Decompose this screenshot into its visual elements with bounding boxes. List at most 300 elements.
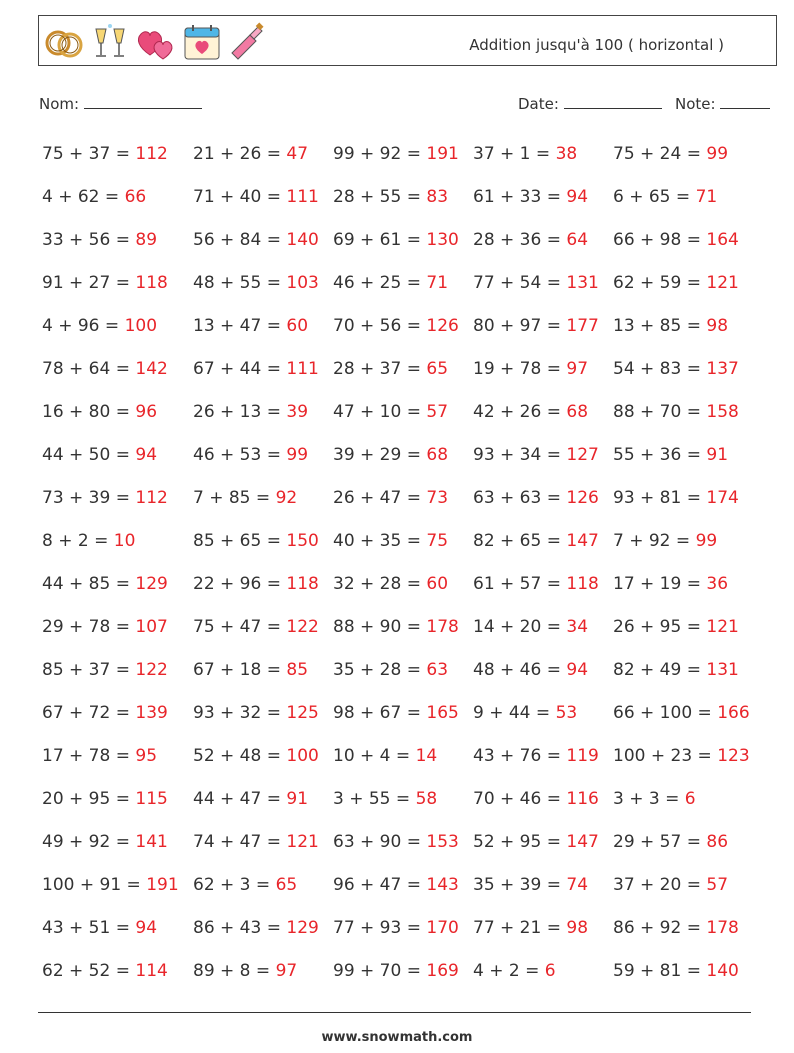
problem-equation: 37 + 1 = [473, 144, 551, 164]
problem-cell [193, 570, 333, 613]
problem-equation: 46 + 53 = [193, 445, 281, 465]
problem-equation: 29 + 78 = [42, 617, 130, 637]
problem-equation: 91 + 27 = [42, 273, 130, 293]
problem-answer: 143 [426, 875, 459, 895]
problem-equation: 88 + 90 = [333, 617, 421, 637]
problem-equation: 4 + 2 = [473, 961, 540, 981]
problem-equation: 98 + 67 = [333, 703, 421, 723]
date-label: Date: [518, 95, 559, 113]
problem-answer: 121 [706, 617, 739, 637]
problem-answer: 103 [286, 273, 319, 293]
problem-answer: 96 [135, 402, 158, 422]
problem-cell [193, 914, 333, 957]
problem-cell [613, 957, 753, 1000]
problem-equation: 7 + 92 = [613, 531, 691, 551]
problem-cell [193, 742, 333, 785]
problem-cell [613, 441, 753, 484]
problem-cell [333, 269, 473, 312]
problem-answer: 94 [566, 187, 589, 207]
problem-equation: 86 + 92 = [613, 918, 701, 938]
problem-answer: 83 [426, 187, 449, 207]
problem-answer: 97 [566, 359, 589, 379]
problem-cell [193, 269, 333, 312]
problem-answer: 10 [113, 531, 136, 551]
problem-cell [193, 398, 333, 441]
problem-equation: 26 + 47 = [333, 488, 421, 508]
problem-answer: 178 [706, 918, 739, 938]
problem-equation: 88 + 70 = [613, 402, 701, 422]
problem-equation: 67 + 44 = [193, 359, 281, 379]
problem-answer: 94 [566, 660, 589, 680]
problem-equation: 13 + 47 = [193, 316, 281, 336]
problem-equation: 16 + 80 = [42, 402, 130, 422]
problem-equation: 74 + 47 = [193, 832, 281, 852]
problem-answer: 100 [286, 746, 319, 766]
problem-equation: 52 + 95 = [473, 832, 561, 852]
problem-equation: 100 + 91 = [42, 875, 141, 895]
problem-equation: 42 + 26 = [473, 402, 561, 422]
problem-answer: 68 [426, 445, 449, 465]
problem-answer: 34 [566, 617, 589, 637]
problem-cell [333, 355, 473, 398]
problem-equation: 62 + 52 = [42, 961, 130, 981]
problem-cell [473, 226, 613, 269]
champagne-glasses-icon [88, 21, 132, 63]
problem-answer: 6 [544, 961, 556, 981]
problem-answer: 140 [706, 961, 739, 981]
problem-cell [193, 441, 333, 484]
calendar-heart-icon [180, 21, 224, 63]
problem-equation: 59 + 81 = [613, 961, 701, 981]
problem-answer: 66 [124, 187, 147, 207]
problem-answer: 129 [135, 574, 168, 594]
problem-equation: 46 + 25 = [333, 273, 421, 293]
problem-answer: 95 [135, 746, 158, 766]
problem-cell [42, 398, 193, 441]
problem-answer: 125 [286, 703, 319, 723]
problem-equation: 54 + 83 = [613, 359, 701, 379]
problem-cell [473, 441, 613, 484]
problem-equation: 93 + 32 = [193, 703, 281, 723]
problem-equation: 43 + 76 = [473, 746, 561, 766]
problem-equation: 99 + 70 = [333, 961, 421, 981]
problem-answer: 65 [275, 875, 298, 895]
problem-equation: 77 + 54 = [473, 273, 561, 293]
problem-cell [613, 828, 753, 871]
champagne-bottle-icon [226, 21, 270, 63]
problem-equation: 4 + 62 = [42, 187, 120, 207]
problem-equation: 48 + 55 = [193, 273, 281, 293]
problem-equation: 22 + 96 = [193, 574, 281, 594]
problem-cell [333, 226, 473, 269]
problem-equation: 35 + 28 = [333, 660, 421, 680]
problem-equation: 85 + 37 = [42, 660, 130, 680]
problem-equation: 26 + 95 = [613, 617, 701, 637]
problem-cell [42, 742, 193, 785]
problem-cell [473, 269, 613, 312]
problem-cell [42, 484, 193, 527]
problem-equation: 73 + 39 = [42, 488, 130, 508]
problem-cell [473, 656, 613, 699]
problem-answer: 142 [135, 359, 168, 379]
problem-answer: 118 [135, 273, 168, 293]
problem-cell [42, 269, 193, 312]
problem-answer: 115 [135, 789, 168, 809]
problem-answer: 60 [286, 316, 309, 336]
problem-answer: 150 [286, 531, 319, 551]
problem-cell [473, 484, 613, 527]
problem-answer: 60 [426, 574, 449, 594]
problem-answer: 68 [566, 402, 589, 422]
problem-cell [333, 957, 473, 1000]
rings-icon [42, 21, 86, 63]
problem-answer: 107 [135, 617, 168, 637]
problem-cell [42, 871, 193, 914]
problem-answer: 58 [415, 789, 438, 809]
problem-answer: 127 [566, 445, 599, 465]
problem-cell [473, 355, 613, 398]
problem-answer: 99 [695, 531, 718, 551]
problem-equation: 48 + 46 = [473, 660, 561, 680]
problem-equation: 61 + 33 = [473, 187, 561, 207]
problem-equation: 47 + 10 = [333, 402, 421, 422]
problem-answer: 47 [286, 144, 309, 164]
problem-answer: 111 [286, 359, 319, 379]
hearts-icon [134, 21, 178, 63]
problem-answer: 6 [684, 789, 696, 809]
problem-cell [42, 183, 193, 226]
problem-answer: 39 [286, 402, 309, 422]
problem-cell [193, 527, 333, 570]
problem-answer: 53 [555, 703, 578, 723]
problem-cell [193, 871, 333, 914]
problem-cell [473, 140, 613, 183]
name-label: Nom: [39, 95, 80, 113]
problem-answer: 165 [426, 703, 459, 723]
problem-answer: 169 [426, 961, 459, 981]
problem-equation: 89 + 8 = [193, 961, 271, 981]
problem-cell [333, 828, 473, 871]
problem-answer: 98 [706, 316, 729, 336]
problem-cell [613, 656, 753, 699]
problem-answer: 129 [286, 918, 319, 938]
problem-equation: 9 + 44 = [473, 703, 551, 723]
problem-answer: 36 [706, 574, 729, 594]
problem-cell [613, 226, 753, 269]
problem-cell [473, 398, 613, 441]
problem-answer: 140 [286, 230, 319, 250]
note-label: Note: [675, 95, 716, 113]
problem-answer: 177 [566, 316, 599, 336]
problem-equation: 4 + 96 = [42, 316, 120, 336]
problem-equation: 6 + 65 = [613, 187, 691, 207]
problem-cell [193, 656, 333, 699]
problem-equation: 63 + 90 = [333, 832, 421, 852]
problem-equation: 75 + 37 = [42, 144, 130, 164]
problem-equation: 21 + 26 = [193, 144, 281, 164]
problem-equation: 70 + 46 = [473, 789, 561, 809]
problem-cell [473, 699, 613, 742]
problem-cell [333, 613, 473, 656]
problem-cell [193, 355, 333, 398]
problem-cell [333, 484, 473, 527]
problem-answer: 100 [124, 316, 158, 336]
problem-equation: 93 + 81 = [613, 488, 701, 508]
problem-answer: 94 [135, 445, 158, 465]
problem-cell [42, 441, 193, 484]
problem-equation: 8 + 2 = [42, 531, 109, 551]
problem-answer: 121 [286, 832, 319, 852]
problem-cell [42, 613, 193, 656]
problem-cell [473, 613, 613, 656]
problem-equation: 69 + 61 = [333, 230, 421, 250]
problem-answer: 130 [426, 230, 459, 250]
problem-cell [333, 183, 473, 226]
problem-cell [42, 140, 193, 183]
date-field [518, 94, 662, 113]
problem-equation: 17 + 19 = [613, 574, 701, 594]
problem-equation: 28 + 37 = [333, 359, 421, 379]
problem-cell [613, 484, 753, 527]
problem-equation: 93 + 34 = [473, 445, 561, 465]
name-field [39, 94, 202, 113]
problem-cell [473, 183, 613, 226]
problem-answer: 74 [566, 875, 589, 895]
note-field [675, 94, 770, 113]
problem-equation: 44 + 47 = [193, 789, 281, 809]
problem-answer: 99 [706, 144, 729, 164]
problem-equation: 82 + 49 = [613, 660, 701, 680]
problem-answer: 116 [566, 789, 599, 809]
problem-equation: 77 + 21 = [473, 918, 561, 938]
problem-equation: 61 + 57 = [473, 574, 561, 594]
problem-equation: 100 + 23 = [613, 746, 712, 766]
problem-cell [473, 742, 613, 785]
problem-equation: 32 + 28 = [333, 574, 421, 594]
problem-equation: 39 + 29 = [333, 445, 421, 465]
problem-cell [473, 527, 613, 570]
problem-equation: 40 + 35 = [333, 531, 421, 551]
problem-cell [473, 785, 613, 828]
problem-equation: 19 + 78 = [473, 359, 561, 379]
problem-cell [613, 742, 753, 785]
problem-cell [193, 613, 333, 656]
problem-answer: 71 [426, 273, 449, 293]
problem-cell [613, 183, 753, 226]
problem-answer: 91 [286, 789, 309, 809]
problem-equation: 17 + 78 = [42, 746, 130, 766]
problem-answer: 112 [135, 488, 168, 508]
problem-answer: 14 [415, 746, 438, 766]
problem-cell [42, 355, 193, 398]
problem-cell [333, 441, 473, 484]
problem-answer: 98 [566, 918, 589, 938]
problem-cell [333, 914, 473, 957]
problem-cell [42, 957, 193, 1000]
problem-cell [333, 527, 473, 570]
problem-equation: 29 + 57 = [613, 832, 701, 852]
problem-cell [613, 527, 753, 570]
problem-answer: 97 [275, 961, 298, 981]
note-blank[interactable] [720, 94, 770, 109]
problem-equation: 43 + 51 = [42, 918, 130, 938]
problem-answer: 112 [135, 144, 168, 164]
problem-equation: 7 + 85 = [193, 488, 271, 508]
problem-cell [333, 699, 473, 742]
problem-cell [333, 140, 473, 183]
problem-answer: 57 [426, 402, 449, 422]
problem-answer: 122 [286, 617, 319, 637]
problem-equation: 77 + 93 = [333, 918, 421, 938]
problem-answer: 63 [426, 660, 449, 680]
problem-answer: 131 [706, 660, 739, 680]
problem-answer: 114 [135, 961, 168, 981]
problem-cell [42, 914, 193, 957]
problem-answer: 64 [566, 230, 589, 250]
problem-equation: 28 + 55 = [333, 187, 421, 207]
problem-equation: 3 + 3 = [613, 789, 680, 809]
problem-answer: 99 [286, 445, 309, 465]
problem-answer: 73 [426, 488, 449, 508]
problem-grid [42, 140, 782, 1000]
problem-equation: 85 + 65 = [193, 531, 281, 551]
problem-cell [333, 742, 473, 785]
problem-cell [42, 656, 193, 699]
problem-answer: 164 [706, 230, 739, 250]
problem-answer: 121 [706, 273, 739, 293]
problem-answer: 57 [706, 875, 729, 895]
problem-answer: 65 [426, 359, 449, 379]
problem-cell [193, 957, 333, 1000]
problem-answer: 126 [566, 488, 599, 508]
problem-cell [473, 957, 613, 1000]
problem-equation: 33 + 56 = [42, 230, 130, 250]
problem-equation: 55 + 36 = [613, 445, 701, 465]
problem-equation: 56 + 84 = [193, 230, 281, 250]
problem-equation: 66 + 98 = [613, 230, 701, 250]
problem-answer: 166 [717, 703, 750, 723]
problem-cell [333, 785, 473, 828]
problem-answer: 89 [135, 230, 158, 250]
problem-equation: 66 + 100 = [613, 703, 712, 723]
problem-answer: 86 [706, 832, 729, 852]
problem-answer: 92 [275, 488, 298, 508]
problem-cell [42, 570, 193, 613]
problem-equation: 20 + 95 = [42, 789, 130, 809]
problem-answer: 153 [426, 832, 459, 852]
footer-divider [38, 1012, 751, 1013]
problem-cell [42, 785, 193, 828]
problem-answer: 191 [146, 875, 179, 895]
problem-answer: 94 [135, 918, 158, 938]
problem-equation: 35 + 39 = [473, 875, 561, 895]
problem-answer: 147 [566, 832, 599, 852]
problem-answer: 147 [566, 531, 599, 551]
date-blank[interactable] [564, 94, 662, 109]
problem-answer: 71 [695, 187, 718, 207]
problem-cell [42, 699, 193, 742]
problem-answer: 38 [555, 144, 578, 164]
problem-equation: 75 + 24 = [613, 144, 701, 164]
problem-cell [613, 613, 753, 656]
problem-answer: 131 [566, 273, 599, 293]
problem-equation: 82 + 65 = [473, 531, 561, 551]
problem-answer: 119 [566, 746, 599, 766]
problem-answer: 126 [426, 316, 459, 336]
problem-cell [42, 527, 193, 570]
problem-answer: 75 [426, 531, 449, 551]
problem-equation: 70 + 56 = [333, 316, 421, 336]
problem-cell [333, 656, 473, 699]
footer-url: www.snowmath.com [321, 1030, 473, 1045]
problem-cell [613, 914, 753, 957]
problem-equation: 37 + 20 = [613, 875, 701, 895]
problem-answer: 174 [706, 488, 739, 508]
problem-cell [613, 785, 753, 828]
problem-cell [42, 226, 193, 269]
problem-cell [613, 140, 753, 183]
problem-cell [613, 398, 753, 441]
problem-cell [193, 226, 333, 269]
problem-answer: 123 [717, 746, 750, 766]
problem-equation: 26 + 13 = [193, 402, 281, 422]
problem-equation: 44 + 85 = [42, 574, 130, 594]
problem-answer: 118 [566, 574, 599, 594]
problem-cell [473, 312, 613, 355]
problem-equation: 71 + 40 = [193, 187, 281, 207]
problem-answer: 141 [135, 832, 168, 852]
problem-cell [42, 312, 193, 355]
problem-answer: 111 [286, 187, 319, 207]
problem-equation: 52 + 48 = [193, 746, 281, 766]
problem-equation: 14 + 20 = [473, 617, 561, 637]
problem-cell [193, 699, 333, 742]
problem-cell [333, 570, 473, 613]
problem-answer: 118 [286, 574, 319, 594]
problem-cell [473, 828, 613, 871]
problem-answer: 170 [426, 918, 459, 938]
problem-cell [613, 871, 753, 914]
problem-equation: 67 + 18 = [193, 660, 281, 680]
problem-cell [613, 355, 753, 398]
problem-cell [193, 183, 333, 226]
problem-equation: 49 + 92 = [42, 832, 130, 852]
problem-equation: 96 + 47 = [333, 875, 421, 895]
problem-cell [193, 312, 333, 355]
problem-cell [613, 312, 753, 355]
problem-equation: 62 + 59 = [613, 273, 701, 293]
problem-answer: 178 [426, 617, 459, 637]
problem-equation: 78 + 64 = [42, 359, 130, 379]
problem-cell [42, 828, 193, 871]
problem-equation: 13 + 85 = [613, 316, 701, 336]
problem-answer: 139 [135, 703, 168, 723]
problem-equation: 99 + 92 = [333, 144, 421, 164]
problem-cell [613, 699, 753, 742]
problem-answer: 137 [706, 359, 739, 379]
problem-cell [333, 312, 473, 355]
problem-cell [193, 828, 333, 871]
name-blank[interactable] [84, 94, 202, 109]
problem-answer: 122 [135, 660, 168, 680]
problem-cell [193, 484, 333, 527]
problem-cell [473, 871, 613, 914]
problem-answer: 85 [286, 660, 309, 680]
problem-equation: 3 + 55 = [333, 789, 411, 809]
problem-cell [333, 398, 473, 441]
problem-cell [613, 570, 753, 613]
problem-equation: 44 + 50 = [42, 445, 130, 465]
